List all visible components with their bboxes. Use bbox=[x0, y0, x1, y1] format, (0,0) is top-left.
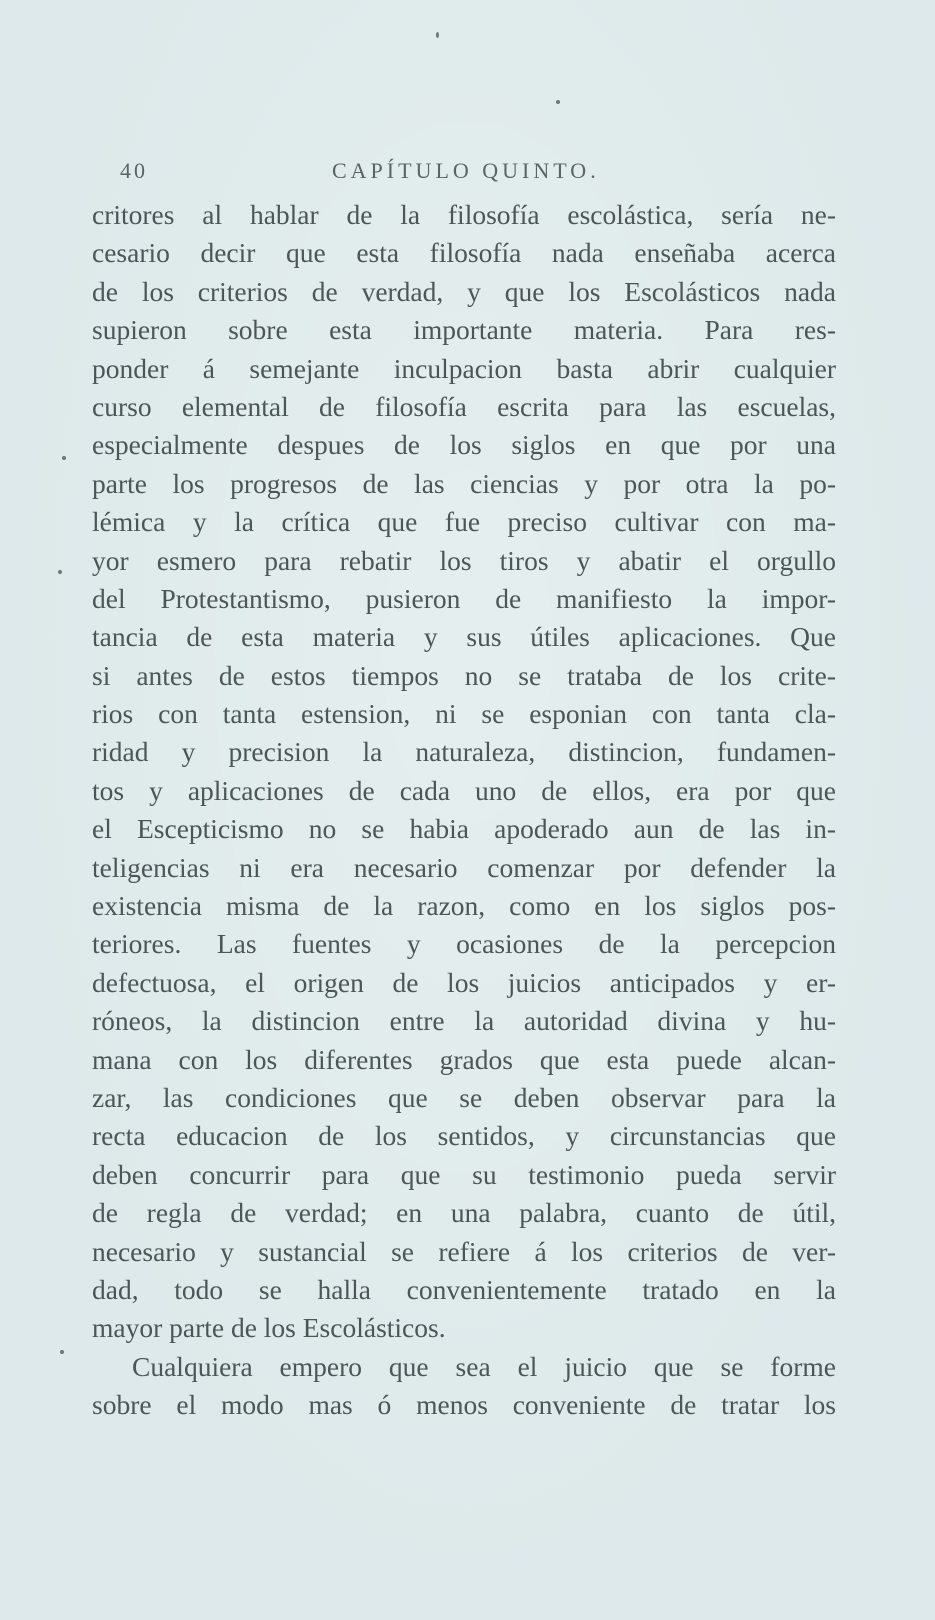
text-line: teligencias ni era necesario comenzar por defender la bbox=[92, 851, 836, 883]
text-line: rios con tanta estension, ni se esponian con tanta cla- bbox=[92, 698, 836, 730]
text-line: de los criterios de verdad, y que los Escolásticos nada bbox=[92, 275, 836, 307]
text-line: ponder á semejante inculpacion basta abrir cualquier bbox=[92, 352, 836, 384]
text-line: deben concurrir para que su testimonio pueda servir bbox=[92, 1158, 836, 1190]
text-line: tancia de esta materia y sus útiles aplicaciones. Que bbox=[92, 621, 836, 653]
text-line: curso elemental de filosofía escrita para las escuelas, bbox=[92, 390, 836, 422]
text-line: mana con los diferentes grados que esta puede alcan- bbox=[92, 1043, 836, 1075]
text-line: róneos, la distincion entre la autoridad divina y hu- bbox=[92, 1005, 836, 1037]
paragraph-start-line: Cualquiera empero que sea el juicio que se forme bbox=[132, 1350, 836, 1382]
text-line: sobre el modo mas ó menos conveniente de tratar los bbox=[92, 1389, 836, 1421]
ink-speck bbox=[60, 1350, 64, 1354]
body-text bbox=[92, 196, 836, 1425]
text-line: existencia misma de la razon, como en los siglos pos- bbox=[92, 890, 836, 922]
text-line: ridad y precision la naturaleza, distincion, fundamen- bbox=[92, 736, 836, 768]
ink-speck bbox=[58, 570, 62, 574]
ink-speck bbox=[556, 100, 560, 104]
text-line: defectuosa, el origen de los juicios anticipados y er- bbox=[92, 966, 836, 998]
text-line: lémica y la crítica que fue preciso cultivar con ma- bbox=[92, 506, 836, 538]
text-line: cesario decir que esta filosofía nada enseñaba acerca bbox=[92, 237, 836, 269]
page-header bbox=[120, 158, 840, 198]
text-line: especialmente despues de los siglos en que por una bbox=[92, 429, 836, 461]
text-line: del Protestantismo, pusieron de manifiesto la impor- bbox=[92, 582, 836, 614]
paragraph-end-line: mayor parte de los Escolásticos. bbox=[92, 1312, 446, 1344]
ink-speck bbox=[436, 32, 439, 38]
text-line: tos y aplicaciones de cada uno de ellos, era por que bbox=[92, 774, 836, 806]
text-line: de regla de verdad; en una palabra, cuanto de útil, bbox=[92, 1197, 836, 1229]
ink-speck bbox=[62, 456, 66, 460]
text-line: zar, las condiciones que se deben observar para la bbox=[92, 1081, 836, 1113]
page-number: 40 bbox=[120, 158, 148, 183]
text-line: el Escepticismo no se habia apoderado aun de las in- bbox=[92, 813, 836, 845]
text-line: yor esmero para rebatir los tiros y abatir el orgullo bbox=[92, 544, 836, 576]
text-line: recta educacion de los sentidos, y circunstancias que bbox=[92, 1120, 836, 1152]
text-line: si antes de estos tiempos no se trataba de los crite- bbox=[92, 659, 836, 691]
text-line: parte los progresos de las ciencias y por otra la po- bbox=[92, 467, 836, 499]
running-title: CAPÍTULO QUINTO. bbox=[332, 158, 600, 183]
text-line: necesario y sustancial se refiere á los criterios de ver- bbox=[92, 1235, 836, 1267]
text-line: critores al hablar de la filosofía escolástica, sería ne- bbox=[92, 199, 836, 230]
text-line: teriores. Las fuentes y ocasiones de la percepcion bbox=[92, 928, 836, 960]
text-line: supieron sobre esta importante materia. Para res- bbox=[92, 314, 836, 346]
text-line: dad, todo se halla convenientemente tratado en la bbox=[92, 1273, 836, 1305]
